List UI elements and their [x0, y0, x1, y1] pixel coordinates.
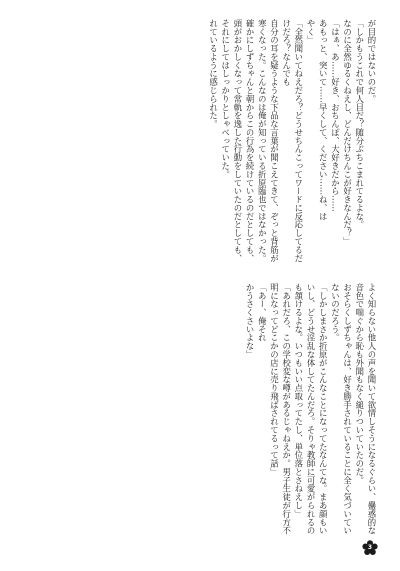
page-number-badge	[362, 540, 378, 556]
paragraph: 自分の耳を疑うような下品な言葉が聞こえてきて、ぞっと背筋が寒くなった。こんなのは俺が知っている折原臨也ではなかった。確かにしずちゃんと朝からこの行為を続けているのだとしても、頭がおかしくなって常軌を逸した行動をしていたのだとしても、それにしてはしっかりとしゃべっていた。	[220, 19, 280, 263]
paragraph: かうさくさいよな」	[245, 283, 256, 359]
paragraph: れているように感じられた。	[208, 19, 219, 129]
lower-text-block	[22, 283, 378, 535]
paragraph: 「あー、俺それ	[257, 283, 268, 342]
paragraph: が目的ではないのだ。	[367, 19, 377, 103]
paragraph: なのに全然ゆるくねえし、どんだけちんこが好きなんだ？」	[342, 19, 353, 246]
paragraph: おそらくしずちゃんは、好き勝手されていることに全く気づいていないのだろう。	[330, 283, 353, 535]
paragraph: 「しかもうこれで何人目だ？随分ぶちこまれてるよな。	[354, 19, 365, 229]
paragraph: 「あれだろ、この学校変な噂があるじゃねえか。男子生徒が行方不明になってどこかの店に売り飛ばされてるって話」	[269, 283, 292, 535]
paragraph: 「しかしまさか折原がこんなことになってたなんてな。まあ顔もいいし、どうせ淫乱な体してたんだろ。そりゃ教師に可愛がられるのも頷けるよな。いつもいい点取ってたし、単位落とさねえし」	[293, 283, 329, 535]
paragraph: 「はぁ、あ……好き、おちんぽ、大好きだから……	[330, 19, 341, 212]
page-number: 3	[367, 544, 373, 551]
paragraph: よく知らない他人の声を聞いて欲情しそうになるぐらい、蠱惑的な音色で喘ぐから恥も外聞もなく縋りついていたのだ。	[354, 283, 377, 535]
paragraph: やく」	[306, 19, 317, 45]
upper-text-block	[22, 19, 378, 269]
paragraph: 「全然聞いてねえだろ？どうせちんこってワードに反応してるだけだろ？なんでも	[281, 19, 304, 263]
paragraph: あもっと、突いて……早くして、ください……ね、は	[318, 19, 329, 221]
